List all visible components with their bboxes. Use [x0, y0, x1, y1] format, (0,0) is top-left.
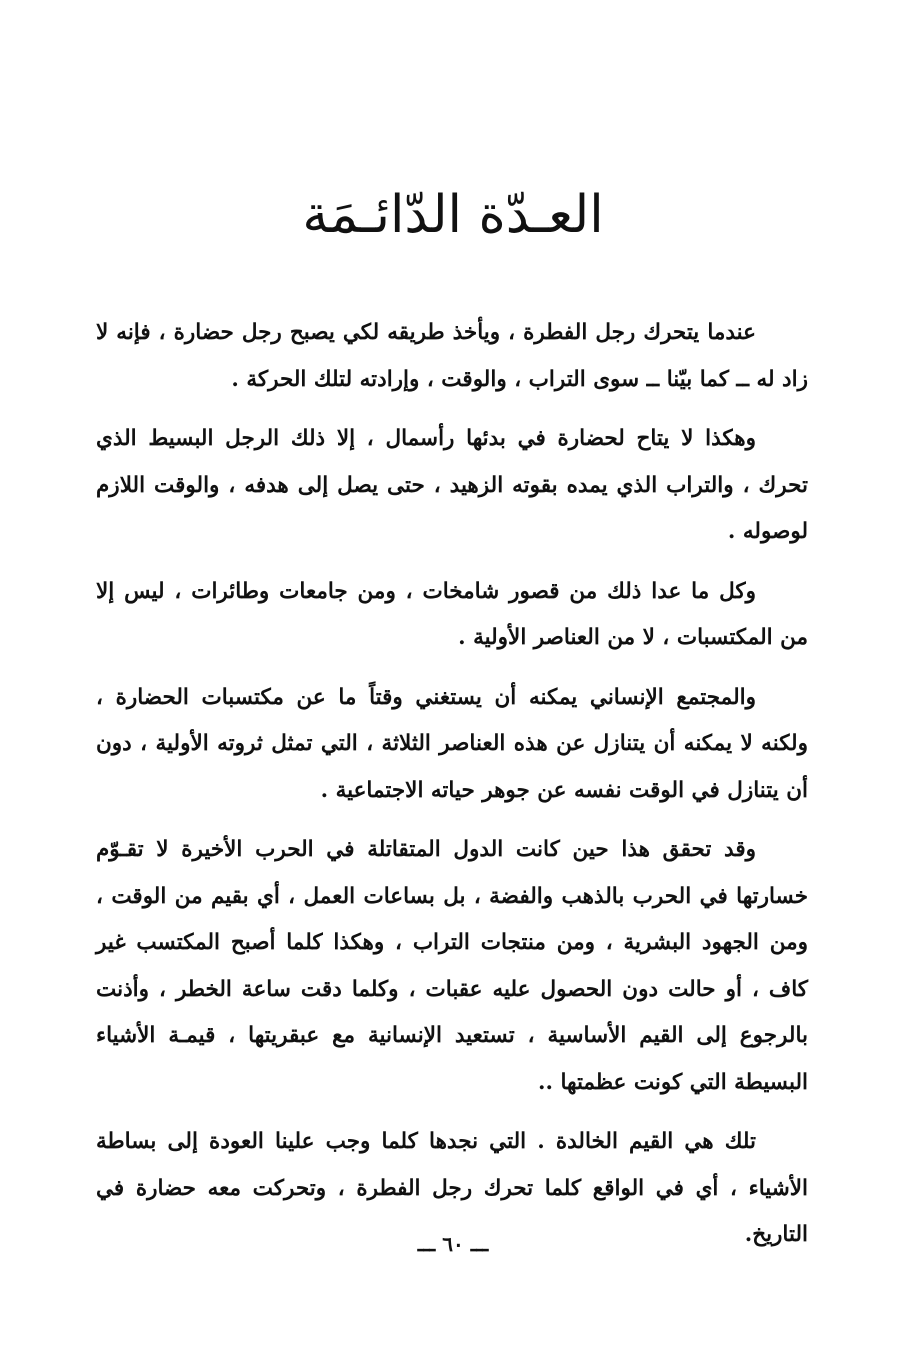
paragraph: عندما يتحرك رجل الفطرة ، ويأخذ طريقه لكي يصبح رجل حضارة ، فإنه لا زاد له ــ كما بيّنا ــ سوى التراب ، والوقت ، وإرادته لتلك الحركة .	[96, 320, 808, 392]
paragraph: تلك هي القيم الخالدة . التي نجدها كلما وجب علينا العودة إلى بساطة الأشياء ، أي في الواقع كلما تحرك رجل الفطرة ، وتحركت معه حضارة في التاريخ.	[96, 1129, 808, 1247]
body-text	[96, 310, 808, 1272]
paragraph: والمجتمع الإنساني يمكنه أن يستغني وقتاً ما عن مكتسبات الحضارة ، ولكنه لا يمكنه أن يتنازل عن هذه العناصر الثلاثة ، التي تمثل ثروته الأولية ، دون أن يتنازل في الوقت نفسه عن جوهر حياته الاجتماعية .	[96, 684, 808, 803]
paragraph: وقد تحقق هذا حين كانت الدول المتقاتلة في الحرب الأخيرة لا تقـوّم خسارتها في الحرب بالذهب والفضة ، بل بساعات العمل ، أي بقيم من الوقت ، ومن الجهود البشرية ، ومن منتجات التراب ، وهكذا كلما أصبح المكتسب غير كاف ، أو حالت دون الحصول عليه عقبات ، وكلما دقت ساعة الخطر ، وأذنت بالرجوع إلى القيم الأساسية ، تستعيد الإنسانية مع عبقريتها ، قيمـة الأشياء البسيطة التي كونت عظمتها ..	[96, 837, 808, 1095]
chapter-title: العـدّة الدّائـمَة	[302, 185, 604, 245]
page-number: ـــ ٦٠ ـــ	[417, 1232, 489, 1256]
paragraph: وهكذا لا يتاح لحضارة في بدئها رأسمال ، إلا ذلك الرجل البسيط الذي تحرك ، والتراب الذي يمده بقوته الزهيد ، حتى يصل إلى هدفه ، والوقت اللازم لوصوله .	[96, 426, 808, 544]
paragraph: وكل ما عدا ذلك من قصور شامخات ، ومن جامعات وطائرات ، ليس إلا من المكتسبات ، لا من العناصر الأولية .	[96, 578, 808, 650]
